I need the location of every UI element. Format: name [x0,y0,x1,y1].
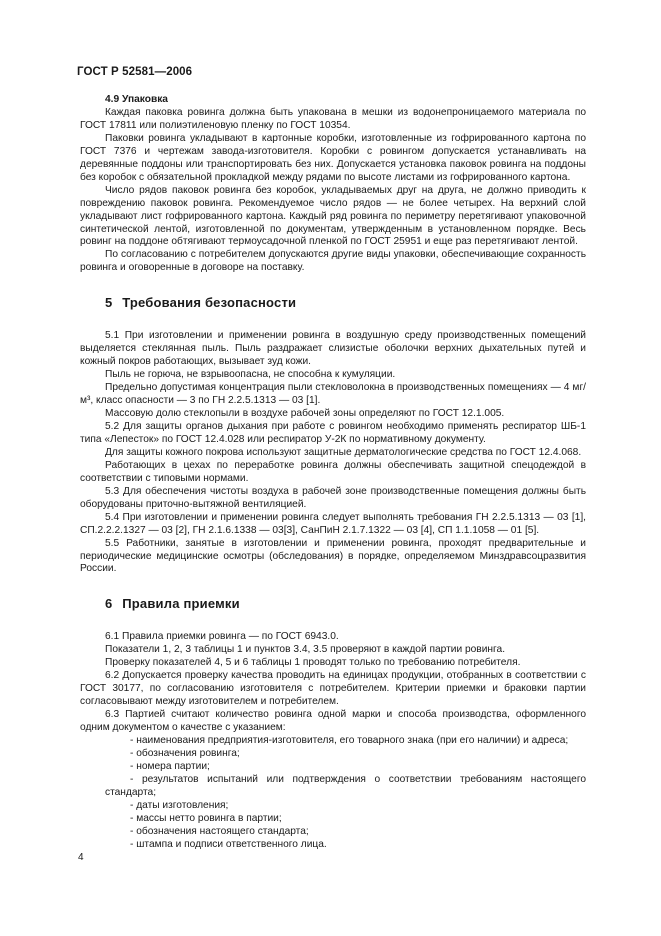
paragraph: Работающих в цехах по переработке ровинга должны обеспечивать защитной спецодеждой в соответствии с типовыми нормами. [80,459,586,484]
paragraph: 6.3 Партией считают количество ровинга одной марки и способа производства, оформленного одним документом о качестве с указанием: [80,709,586,734]
section-heading [105,297,586,310]
paragraph: Каждая паковка ровинга должна быть упакована в мешки из водонепроницаемого материала по ГОСТ 17811 или полиэтиленовую пленку по ГОСТ 10354. [80,106,586,131]
section-number: 5 [105,295,113,311]
section-6 [80,631,586,851]
paragraph: Проверку показателей 4, 5 и 6 таблицы 1 проводят только по требованию потребителя. [105,657,521,669]
section-4-9 [80,94,586,275]
section-title: Правила приемки [122,596,240,612]
paragraph: 5.5 Работники, занятые в изготовлении и применении ровинга, проходят предварительные и периодические медицинские осмотры (обследования) в порядке, определяемом Минздравсоцразвития России. [80,537,586,575]
subsection-title: 4.9 Упаковка [105,94,168,105]
paragraph: Массовую долю стеклопыли в воздухе рабочей зоны определяют по ГОСТ 12.1.005. [105,408,505,420]
list-item: - даты изготовления; [130,799,229,811]
list-item: - обозначения настоящего стандарта; [130,825,309,837]
paragraph: По согласованию с потребителем допускаются другие виды упаковки, обеспечивающие сохранность ровинга и оговоренные в договоре на поставку. [80,249,586,274]
list-item: - номера партии; [130,760,210,772]
paragraph: 5.2 Для защиты органов дыхания при работе с ровингом необходимо применять респиратор ШБ-1 типа «Лепесток» по ГОСТ 12.4.028 или респиратор У-2К по нормативному документу. [80,420,586,445]
list-item: - обозначения ровинга; [130,747,240,759]
paragraph: Пыль не горюча, не взрывоопасна, не способна к кумуляции. [105,369,396,381]
paragraph: Число рядов паковок ровинга без коробок, укладываемых друг на друга, не должно приводить к повреждению паковок ровинга. Рекомендуемое число рядов — не более четырех. На верхний слой укладывают лист гофрированного картона. Каждый ряд ровинга по периметру перетягивают упаковочной синтетической лентой, изготовленной по документам, утвержденным в установленном порядке. Весь ровинг на поддоне обтягивают термоусадочной пленкой по ГОСТ 25951 и еще раз перетягивают лентой. [80,184,586,248]
list-item: - наименования предприятия-изготовителя, его товарного знака (при его наличии) и адреса; [130,734,569,746]
paragraph: 5.1 При изготовлении и применении ровинга в воздушную среду производственных помещений выделяется стеклянная пыль. Пыль раздражает слизистые оболочки верхних дыхательных путей и кожный покров работающих, вызывает зуд кожи. [80,330,586,368]
section-5 [80,330,586,576]
list-item: - результатов испытаний или подтверждения о соответствии требованиям настоящего стандарта; [105,773,586,798]
section-heading [105,598,586,611]
paragraph: Предельно допустимая концентрация пыли стекловолокна в производственных помещениях — 4 мг/м³, класс опасности — 3 по ГН 2.2.5.1313 — 03 [1]. [80,382,586,407]
document-body [80,94,586,852]
paragraph: 6.2 Допускается проверку качества проводить на единицах продукции, отобранных в соответствии с ГОСТ 30177, по согласованию изготовителя с потребителем. Критерии приемки и браковки партии согласовывают между изготовителем и потребителем. [80,670,586,708]
paragraph: Паковки ровинга укладывают в картонные коробки, изготовленные из гофрированного картона по ГОСТ 7376 и чертежам завода-изготовителя. Коробки с ровингом допускается устанавливать на деревянные поддоны или транспортировать без них. Допускается установка паковок ровинга на поддоны без коробок с обязательной прокладкой между рядами по высоте листами из гофрированного картона. [80,132,586,183]
paragraph: 5.4 При изготовлении и применении ровинга следует выполнять требования ГН 2.2.5.1313 — 03 [1], СП.2.2.2.1327 — 03 [2], ГН 2.1.6.1338 — 03[3], СанПиН 2.1.7.1322 — 03 [4], СП 1.1.1058 — 01 [5]. [80,511,586,536]
section-number: 6 [105,596,113,612]
page-header-standard: ГОСТ Р 52581—2006 [77,66,193,78]
paragraph: Для защиты кожного покрова используют защитные дерматологические средства по ГОСТ 12.4.068. [105,446,582,458]
paragraph: Показатели 1, 2, 3 таблицы 1 и пунктов 3.4, 3.5 проверяют в каждой партии ровинга. [105,644,506,656]
list-item: - массы нетто ровинга в партии; [130,812,282,824]
paragraph: 5.3 Для обеспечения чистоты воздуха в рабочей зоне производственные помещения должны быть оборудованы приточно-вытяжной вентиляцией. [80,485,586,510]
paragraph: 6.1 Правила приемки ровинга — по ГОСТ 6943.0. [105,631,339,643]
page-number: 4 [78,852,84,863]
section-title: Требования безопасности [122,295,297,311]
list-item: - штампа и подписи ответственного лица. [130,838,327,850]
